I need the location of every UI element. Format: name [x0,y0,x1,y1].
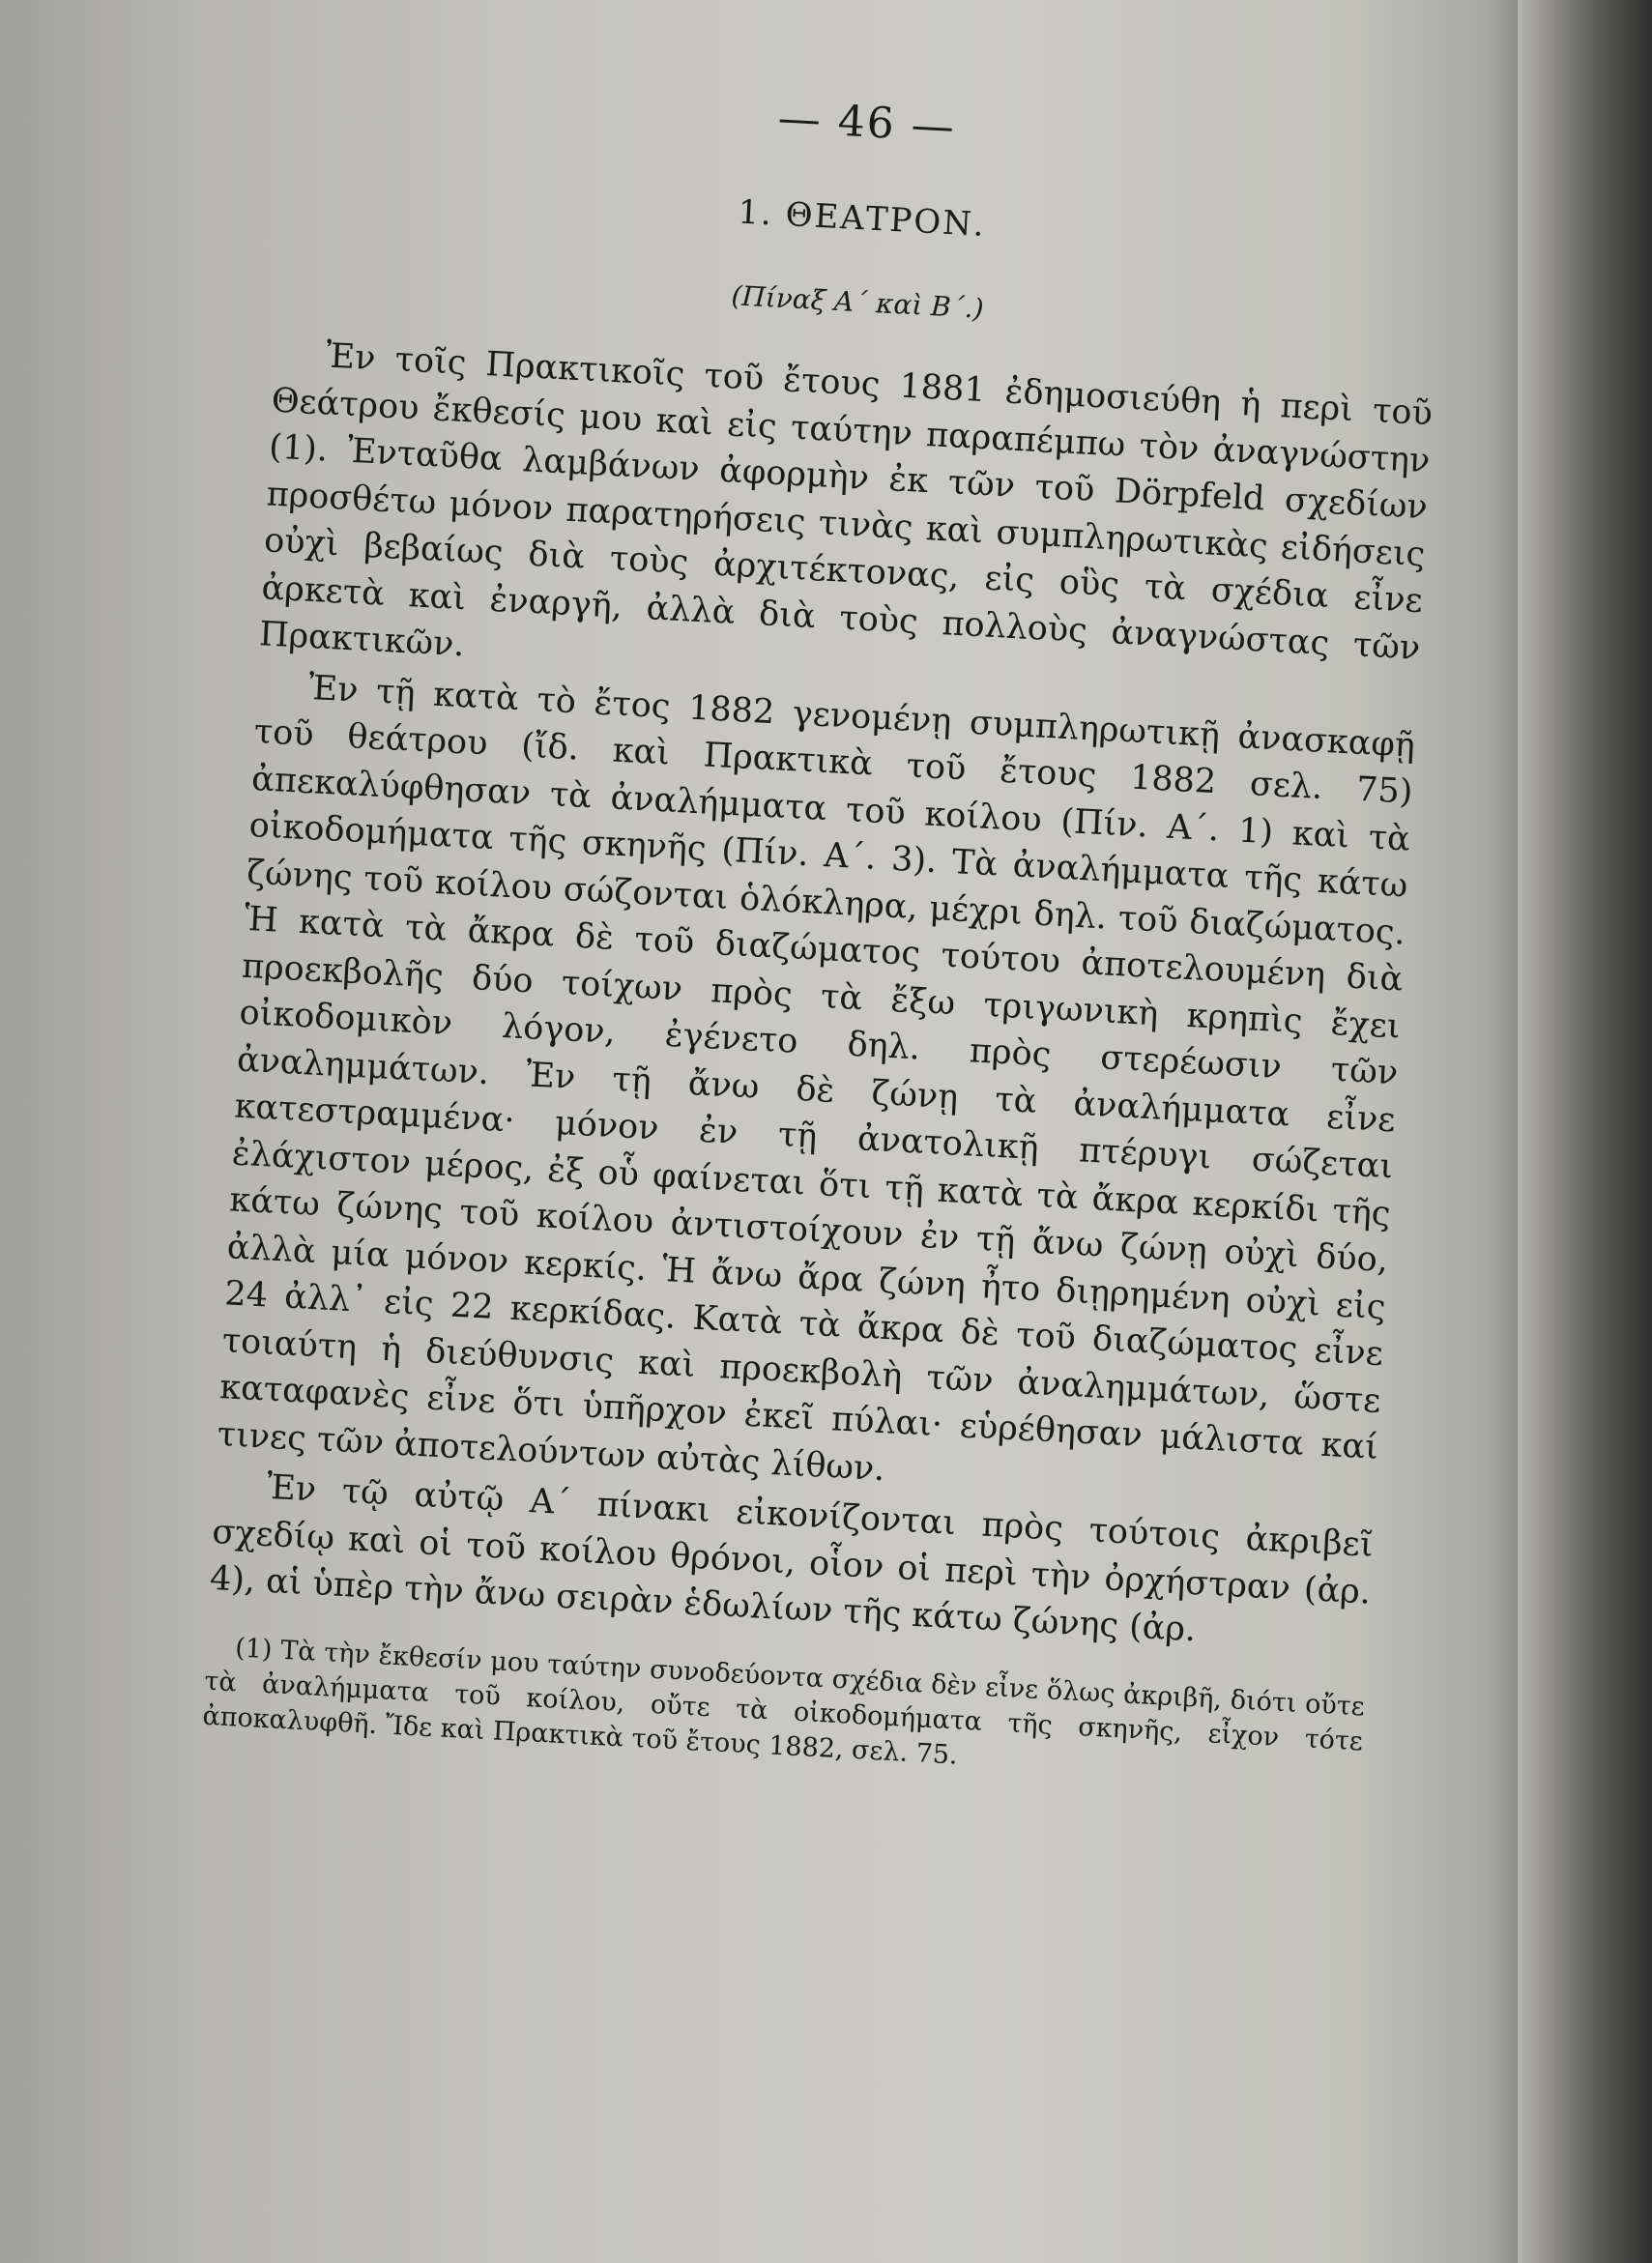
footnote: (1) Τὰ τὴν ἔκθεσίν μου ταύτην συνοδεύοντα σχέδια δὲν εἶνε ὅλως ἀκριβῆ, διότι οὔτε τὰ ἀναλήμματα τοῦ κοίλου, οὔτε τὰ οἰκοδομήματα τῆς σκηνῆς, εἶχον τότε ἀποκαλυφθῆ. Ἴδε καὶ Πρακτικὰ τοῦ ἔτους 1882, σελ. 75. [201,1632,1366,1771]
section-title: 1. ΘΕΑΤΡΟΝ. [737,192,987,245]
paragraph: Ἐν τοῖς Πρακτικοῖς τοῦ ἔτους 1881 ἐδημοσιεύθη ἡ περὶ τοῦ Θεάτρου ἔκθεσίς μου καὶ εἰς ταύτην παραπέμπω τὸν ἀναγνώστην (1). Ἐνταῦθα λαμβάνων ἀφορμὴν ἐκ τῶν τοῦ Dörpfeld σχεδίων προσθέτω μόνον παρατηρήσεις τινὰς καὶ συμπληρωτικὰς εἰδήσεις οὐχὶ βεβαίως διὰ τοὺς ἀρχιτέκτονας, εἰς οὓς τὰ σχέδια εἶνε ἀρκετὰ καὶ ἐναργῆ, ἀλλὰ διὰ τοὺς πολλοὺς ἀναγνώστας τῶν Πρακτικῶν. [258,336,1434,668]
body-text [209,331,1434,1663]
paragraph: Ἐν τῷ αὐτῷ Α΄ πίνακι εἰκονίζονται πρὸς τούτοις ἀκριβεῖ σχεδίῳ καὶ οἱ τοῦ κοίλου θρόνοι, οἷον οἱ περὶ τὴν ὀρχήστραν (ἀρ. 4), αἱ ὑπὲρ τὴν ἄνω σειρὰν ἑδωλίων τῆς κάτω ζώνης (ἀρ. [209,1467,1375,1650]
page-content [202,48,1449,1794]
book-gutter-edge [1518,0,1652,2263]
plates-reference: (Πίναξ Α΄ καὶ Β΄.) [730,279,985,325]
page-number: — 46 — [776,93,957,153]
paragraph: Ἐν τῇ κατὰ τὸ ἔτος 1882 γενομένῃ συμπληρωτικῇ ἀνασκαφῇ τοῦ θεάτρου (ἴδ. καὶ Πρακτικὰ τοῦ ἔτους 1882 σελ. 75) ἀπεκαλύφθησαν τὰ ἀναλήμματα τοῦ κοίλου (Πίν. Α΄. 1) καὶ τὰ οἰκοδομήματα τῆς σκηνῆς (Πίν. Α΄. 3). Τὰ ἀναλήμματα τῆς κάτω ζώνης τοῦ κοίλου σώζονται ὁλόκληρα, μέχρι δηλ. τοῦ διαζώματος. Ἡ κατὰ τὰ ἄκρα δὲ τοῦ διαζώματος τούτου ἀποτελουμένη διὰ προεκβολῆς δύο τοίχων πρὸς τὰ ἔξω τριγωνικὴ κρηπὶς ἔχει οἰκοδομικὸν λόγον, ἐγένετο δηλ. πρὸς στερέωσιν τῶν ἀναλημμάτων. Ἐν τῇ ἄνω δὲ ζώνῃ τὰ ἀναλήμματα εἶνε κατεστραμμένα· μόνον ἐν τῇ ἀνατολικῇ πτέρυγι σώζεται ἐλάχιστον μέρος, ἐξ οὗ φαίνεται ὅτι τῇ κατὰ τὰ ἄκρα κερκίδι τῆς κάτω ζώνης τοῦ κοίλου ἀντιστοίχουν ἐν τῇ ἄνω ζώνῃ οὐχὶ δύο, ἀλλὰ μία μόνον κερκίς. Ἡ ἄνω ἄρα ζώνη ἦτο διῃρημένη οὐχὶ εἰς 24 ἀλλ᾿ εἰς 22 κερκίδας. Κατὰ τὰ ἄκρα δὲ τοῦ διαζώματος εἶνε τοιαύτη ἡ διεύθυνσις καὶ προεκβολὴ τῶν ἀναλημμάτων, ὥστε καταφανὲς εἶνε ὅτι ὑπῆρχον ἐκεῖ πύλαι· εὑρέθησαν μάλιστα καί τινες τῶν ἀποτελούντων αὐτὰς λίθων. [216,668,1416,1489]
